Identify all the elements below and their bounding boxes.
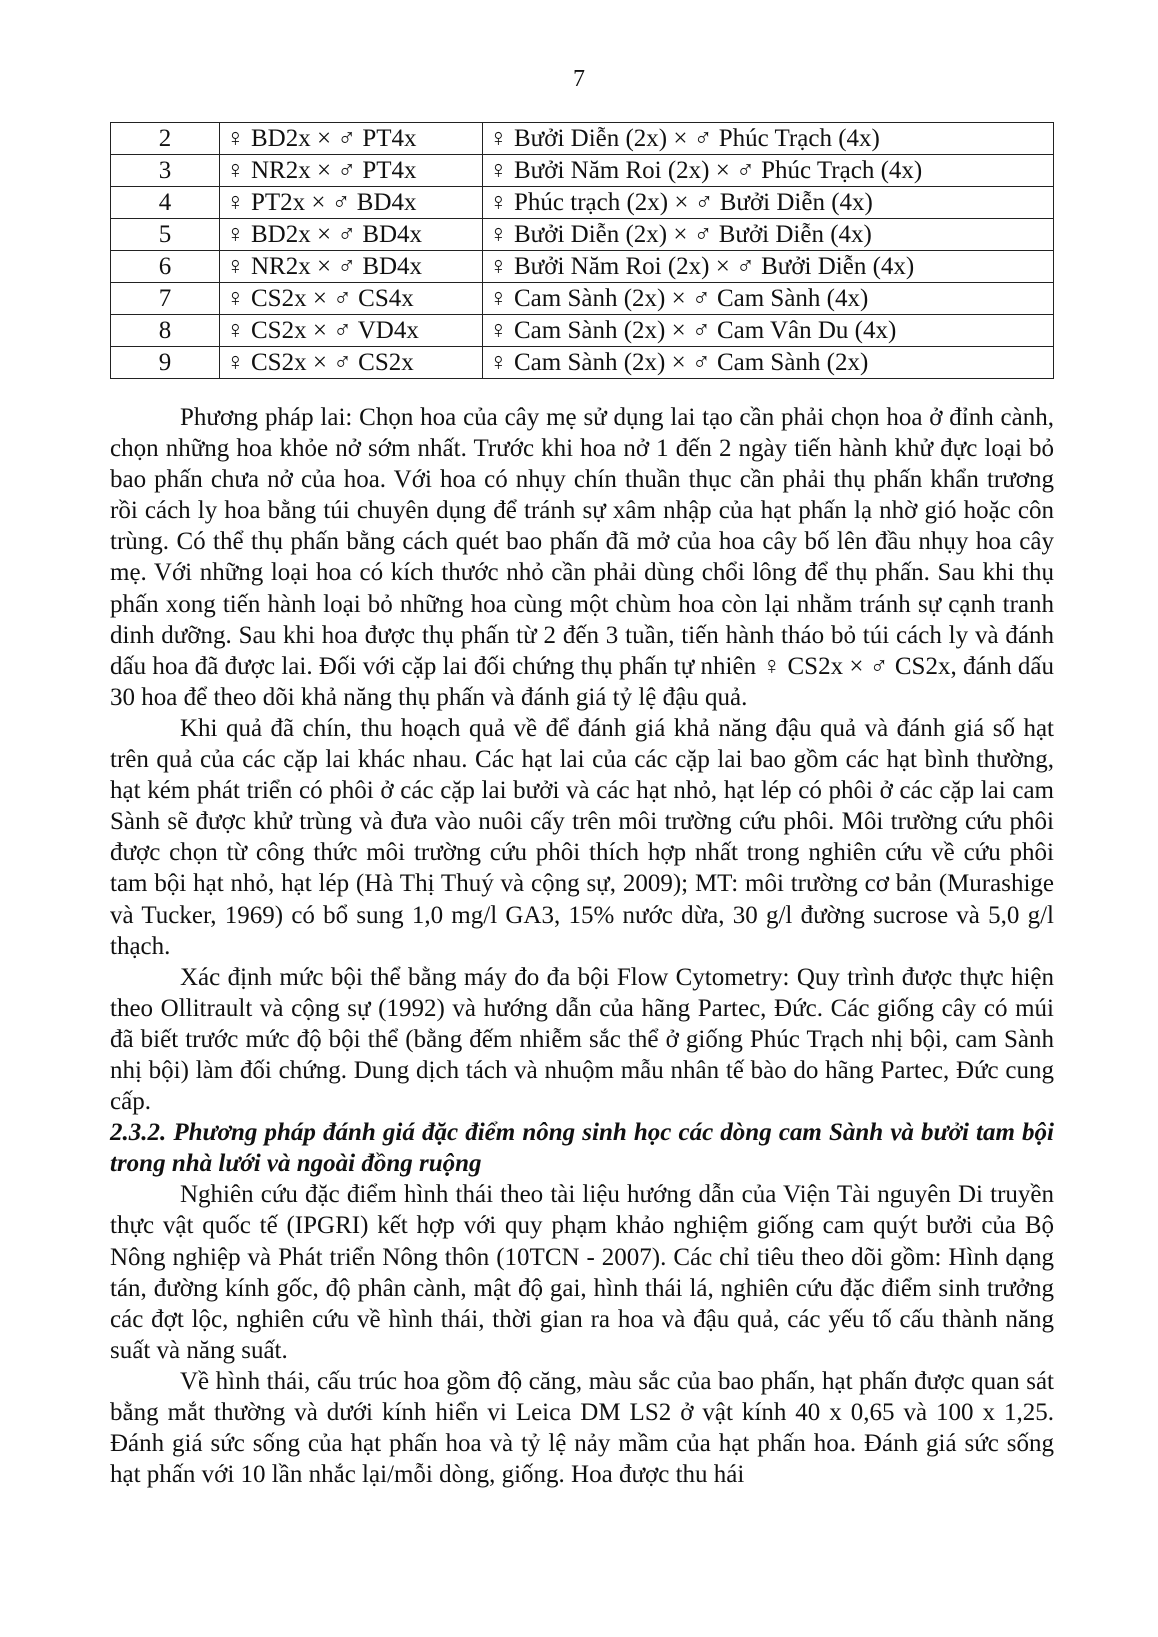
paragraph-flower-structure: Về hình thái, cấu trúc hoa gồm độ căng, màu sắc của bao phấn, hạt phấn được quan sát bằng mắt thường và dưới kính hiển vi Leica DM LS2 ở vật kính 40 x 0,65 và 100 x 1,25. Đánh giá sức sống của hạt phấn hoa và tỷ lệ nảy mầm của hạt phấn hoa. Đánh giá sức sống hạt phấn với 10 lần nhắc lại/mỗi dòng, giống. Hoa được thu hái bbox=[110, 1367, 1054, 1489]
cross-code: ♀ CS2x × ♂ CS2x bbox=[220, 347, 483, 379]
table-row bbox=[111, 123, 1054, 155]
paragraph-crossing-method: Phương pháp lai: Chọn hoa của cây mẹ sử dụng lai tạo cần phải chọn hoa ở đỉnh cành, chọn những hoa khỏe nở sớm nhất. Trước khi hoa nở 1 đến 2 ngày tiến hành khử đực loại bỏ bao phấn chưa nở của hoa. Với hoa có nhụy chín thuần thục cần phải thụ phấn khẩn trương rồi cách ly hoa bằng túi chuyên dụng để tránh sự xâm nhập của hạt phấn lạ nhờ gió hoặc côn trùng. Có thể thụ phấn bằng cách quét bao phấn đã mở của hoa cây bố lên đầu nhụy hoa cây mẹ. Với những loại hoa có kích thước nhỏ cần phải dùng chổi lông để thụ phấn. Sau khi thụ phấn xong tiến hành loại bỏ những hoa cùng một chùm hoa còn lại nhằm tránh sự cạnh tranh dinh dưỡng. Sau khi hoa được thụ phấn từ 2 đến 3 tuần, tiến hành tháo bỏ túi cách ly và đánh dấu hoa đã được lai. Đối với cặp lai đối chứng thụ phấn tự nhiên ♀ CS2x × ♂ CS2x, đánh dấu 30 hoa để theo dõi khả năng thụ phấn và đánh giá tỷ lệ đậu quả. bbox=[110, 404, 1054, 711]
cross-no: 5 bbox=[111, 219, 220, 251]
page-number: 7 bbox=[573, 66, 585, 92]
cross-name: ♀ Cam Sành (2x) × ♂ Cam Vân Du (4x) bbox=[483, 315, 1054, 347]
table-row bbox=[111, 283, 1054, 315]
table-row bbox=[111, 187, 1054, 219]
paragraph-harvest: Khi quả đã chín, thu hoạch quả về để đánh giá khả năng đậu quả và đánh giá số hạt trên quả của các cặp lai khác nhau. Các hạt lai của các cặp lai bao gồm các hạt bình thường, hạt kém phát triển có phôi ở các cặp lai bưởi và các hạt nhỏ, hạt lép có phôi ở các cặp lai cam Sành sẽ được khử trùng và đưa vào nuôi cấy trên môi trường cứu phôi. Môi trường cứu phôi được chọn từ công thức môi trường cứu phôi thích hợp nhất trong nghiên cứu về cứu phôi tam bội hạt nhỏ, hạt lép (Hà Thị Thuý và cộng sự, 2009); MT: môi trường cơ bản (Murashige và Tucker, 1969) có bổ sung 1,0 mg/l GA3, 15% nước dừa, 30 g/l đường sucrose và 5,0 g/l thạch. bbox=[110, 714, 1054, 960]
cross-name: ♀ Cam Sành (2x) × ♂ Cam Sành (2x) bbox=[483, 347, 1054, 379]
cross-no: 4 bbox=[111, 187, 220, 219]
cross-no: 2 bbox=[111, 123, 220, 155]
cross-code: ♀ PT2x × ♂ BD4x bbox=[220, 187, 483, 219]
cross-name: ♀ Cam Sành (2x) × ♂ Cam Sành (4x) bbox=[483, 283, 1054, 315]
cross-code: ♀ CS2x × ♂ VD4x bbox=[220, 315, 483, 347]
cross-name: ♀ Bưởi Năm Roi (2x) × ♂ Bưởi Diễn (4x) bbox=[483, 251, 1054, 283]
table-row bbox=[111, 219, 1054, 251]
cross-name: ♀ Bưởi Năm Roi (2x) × ♂ Phúc Trạch (4x) bbox=[483, 155, 1054, 187]
cross-name: ♀ Bưởi Diễn (2x) × ♂ Bưởi Diễn (4x) bbox=[483, 219, 1054, 251]
paragraph-flow-cytometry: Xác định mức bội thể bằng máy đo đa bội Flow Cytometry: Quy trình được thực hiện theo Ollitrault và cộng sự (1992) và hướng dẫn của hãng Partec, Đức. Các giống cây có múi đã biết trước mức độ bội thể (bằng đếm nhiễm sắc thể ở giống Phúc Trạch nhị bội, cam Sành nhị bội) làm đối chứng. Dung dịch tách và nhuộm mẫu nhân tế bào do hãng Partec, Đức cung cấp. bbox=[110, 963, 1054, 1116]
cross-name: ♀ Phúc trạch (2x) × ♂ Bưởi Diễn (4x) bbox=[483, 187, 1054, 219]
cross-code: ♀ CS2x × ♂ CS4x bbox=[220, 283, 483, 315]
table-row bbox=[111, 315, 1054, 347]
cross-name: ♀ Bưởi Diễn (2x) × ♂ Phúc Trạch (4x) bbox=[483, 123, 1054, 155]
cross-table bbox=[110, 122, 1054, 379]
section-heading: 2.3.2. Phương pháp đánh giá đặc điểm nông sinh học các dòng cam Sành và bưởi tam bội trong nhà lưới và ngoài đồng ruộng bbox=[110, 1119, 1054, 1178]
table-row bbox=[111, 347, 1054, 379]
cross-code: ♀ NR2x × ♂ BD4x bbox=[220, 251, 483, 283]
cross-no: 3 bbox=[111, 155, 220, 187]
body-text bbox=[110, 402, 1054, 1490]
paragraph-morphology: Nghiên cứu đặc điểm hình thái theo tài liệu hướng dẫn của Viện Tài nguyên Di truyền thực vật quốc tế (IPGRI) kết hợp với quy phạm khảo nghiệm giống cam quýt bưởi của Bộ Nông nghiệp và Phát triển Nông thôn (10TCN - 2007). Các chỉ tiêu theo dõi gồm: Hình dạng tán, đường kính gốc, độ phân cành, mật độ gai, hình thái lá, nghiên cứu đặc điểm sinh trưởng các đợt lộc, nghiên cứu về hình thái, thời gian ra hoa và đậu quả, các yếu tố cấu thành năng suất và năng suất. bbox=[110, 1181, 1054, 1364]
cross-code: ♀ NR2x × ♂ PT4x bbox=[220, 155, 483, 187]
cross-no: 8 bbox=[111, 315, 220, 347]
cross-code: ♀ BD2x × ♂ PT4x bbox=[220, 123, 483, 155]
cross-no: 6 bbox=[111, 251, 220, 283]
cross-code: ♀ BD2x × ♂ BD4x bbox=[220, 219, 483, 251]
cross-no: 7 bbox=[111, 283, 220, 315]
table-row bbox=[111, 251, 1054, 283]
table-row bbox=[111, 155, 1054, 187]
cross-no: 9 bbox=[111, 347, 220, 379]
